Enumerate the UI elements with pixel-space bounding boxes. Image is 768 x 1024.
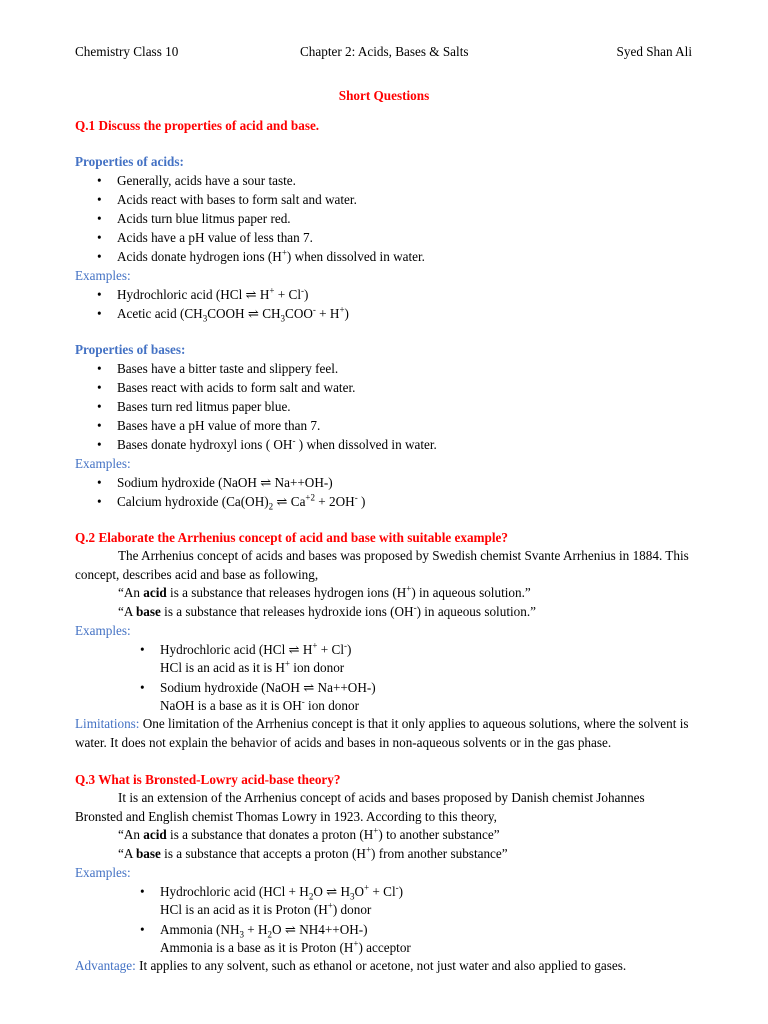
list-item: • Calcium hydroxide ($Ca(OH)_2$ ⇌ $Ca^{+2} + 2OH^-$ ) xyxy=(75,492,695,511)
list-item: • Bases have a pH value of more than 7. xyxy=(75,416,695,435)
document-body xyxy=(75,116,695,976)
list-item: • Bases donate hydroxyl ions ( OH- ) when dissolved in water. xyxy=(75,435,695,454)
advantage-label: Advantage: xyxy=(75,958,136,973)
base-properties-list xyxy=(75,359,695,454)
example-note: HCl is an acid as it is Proton (H+) donor xyxy=(160,900,372,917)
examples-label: Examples: xyxy=(75,268,131,283)
bronsted-examples-list xyxy=(75,882,695,901)
example-note: NaOH is a base as it is OH- ion donor xyxy=(160,696,359,713)
list-item: • Acids react with bases to form salt and water. xyxy=(75,190,695,209)
bases-heading: Properties of bases: xyxy=(75,342,186,357)
list-item: • Bases react with acids to form salt and water. xyxy=(75,378,695,397)
list-item: • Hydrochloric acid (HCl ⇌ H+ + Cl-) xyxy=(75,640,695,659)
list-item: • Sodium hydroxide (NaOH ⇌ Na++OH-) xyxy=(75,678,695,697)
example-note: Ammonia is a base as it is Proton (H+) acceptor xyxy=(160,938,411,955)
limitations-label: Limitations: xyxy=(75,716,140,731)
acids-heading: Properties of acids: xyxy=(75,154,184,169)
base-examples-list xyxy=(75,473,695,511)
acid-properties-list xyxy=(75,171,695,266)
limitations-paragraph: Limitations: One limitation of the Arrhenius concept is that it only applies to aqueous solutions, where the solvent is water. It does not explain the behavior of acids and bases in non-aqueous solvents or in the gas phase. xyxy=(75,716,689,750)
list-item: • Bases have a bitter taste and slippery feel. xyxy=(75,359,695,378)
list-item: • Ammonia ($NH_3 + H_2O$ ⇌ NH4++OH-) xyxy=(75,920,695,939)
arrhenius-examples-list xyxy=(75,640,695,659)
header-chapter: Chapter 2: Acids, Bases & Salts xyxy=(300,44,469,59)
acid-definition: “An acid is a substance that donates a proton (H+) to another substance” xyxy=(118,825,500,842)
question-2: Q.2 Elaborate the Arrhenius concept of acid and base with suitable example? xyxy=(75,530,508,545)
advantage-paragraph: Advantage: It applies to any solvent, such as ethanol or acetone, not just water and also applied to gases. xyxy=(75,958,627,973)
list-item: • Hydrochloric acid (HCl ⇌ H+ + Cl-) xyxy=(75,285,695,304)
acid-examples-list xyxy=(75,285,695,323)
paragraph: The Arrhenius concept of acids and bases was proposed by Swedish chemist Svante Arrhenius in 1884. This concept, describes acid and base as following, xyxy=(75,548,689,582)
header-subject: Chemistry Class 10 xyxy=(75,44,179,59)
paragraph: It is an extension of the Arrhenius concept of acids and bases proposed by Danish chemist Johannes Bronsted and English chemist Thomas Lowry in 1923. According to this theory, xyxy=(75,790,645,824)
list-item: • Acids have a pH value of less than 7. xyxy=(75,228,695,247)
list-item: • Bases turn red litmus paper blue. xyxy=(75,397,695,416)
list-item: • Acids turn blue litmus paper red. xyxy=(75,209,695,228)
page-header xyxy=(75,44,692,62)
example-note: HCl is an acid as it is H+ ion donor xyxy=(160,658,345,675)
list-item: • Sodium hydroxide (NaOH ⇌ Na++OH-) xyxy=(75,473,695,492)
list-item: • Acids donate hydrogen ions (H+) when dissolved in water. xyxy=(75,247,695,266)
header-author: Syed Shan Ali xyxy=(616,44,692,59)
question-3: Q.3 What is Bronsted-Lowry acid-base theory? xyxy=(75,772,341,787)
base-definition: “A base is a substance that accepts a proton (H+) from another substance” xyxy=(118,844,508,861)
page-title: Short Questions xyxy=(338,88,430,103)
base-definition: “A base is a substance that releases hydroxide ions (OH-) in aqueous solution.” xyxy=(118,602,536,619)
examples-label: Examples: xyxy=(75,865,131,880)
list-item: • Hydrochloric acid ($HCl + H_2O$ ⇌ $H_3O^+ + Cl^-$) xyxy=(75,882,695,901)
examples-label: Examples: xyxy=(75,623,131,638)
examples-label: Examples: xyxy=(75,456,131,471)
list-item: • Acetic acid ($CH_3COOH$ ⇌ $CH_3COO^- + H^+$) xyxy=(75,304,695,323)
question-1: Q.1 Discuss the properties of acid and base. xyxy=(75,118,320,133)
acid-definition: “An acid is a substance that releases hydrogen ions (H+) in aqueous solution.” xyxy=(118,583,531,600)
list-item: • Generally, acids have a sour taste. xyxy=(75,171,695,190)
